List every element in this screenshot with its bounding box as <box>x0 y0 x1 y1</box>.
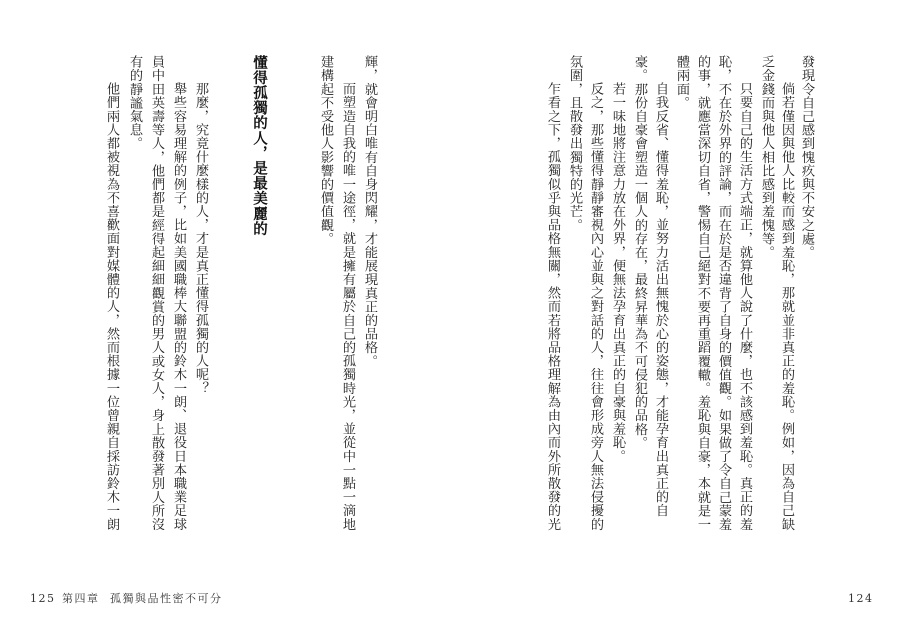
text-column: 乍看之下，孤獨似乎與品格無關，然而若將品格理解為由內而外所散發的光 <box>545 82 560 531</box>
chapter-title: 孤獨與品性密不可分 <box>110 592 223 605</box>
text-column: 建構起不受他人影響的價值觀。 <box>318 55 333 246</box>
text-column: 員中田英壽等人，他們都是經得起細細觀賞的男人或女人，身上散發著別人所沒 <box>149 55 164 531</box>
text-column: 自我反省、懂得羞恥，並努力活出無愧於心的姿態，才能孕育出真正的自 <box>653 82 668 518</box>
text-column: 有的靜謐氣息。 <box>127 55 142 151</box>
page-right <box>450 0 900 638</box>
text-column: 他們兩人都被視為不喜歡面對媒體的人，然而根據一位曾親自採訪鈴木一朗 <box>104 82 119 531</box>
text-column: 恥，不在於外界的評論，而在於是否違背了自身的價值觀。如果做了令自己蒙羞 <box>716 55 731 531</box>
text-column: 舉些容易理解的例子，比如美國職棒大聯盟的鈴木一朗、退役日本職業足球 <box>171 82 186 531</box>
text-column: 豪。那份自豪會塑造一個人的存在，最終昇華為不可侵犯的品格。 <box>632 55 647 450</box>
text-column: 反之，那些懂得靜靜審視內心並與之對話的人，往往會形成旁人無法侵擾的 <box>588 82 603 531</box>
text-column: 若一味地將注意力放在外界，便無法孕育出真正的自豪與羞恥。 <box>610 82 625 463</box>
chapter-number: 第四章 <box>62 592 100 605</box>
text-column: 只要自己的生活方式端正，就算他人說了什麼，也不該感到羞恥。真正的羞 <box>737 82 752 531</box>
text-column: 體兩面。 <box>674 55 689 110</box>
text-column: 乏金錢而與他人相比感到羞愧等。 <box>759 55 774 259</box>
section-heading: 懂得孤獨的人，是最美麗的 <box>251 55 268 237</box>
text-column: 倘若僅因與他人比較而感到羞恥，那就並非真正的羞恥。例如，因為自己缺 <box>779 82 794 531</box>
text-column: 的事，就應當深切自省，警惕自己絕對不要再重蹈覆轍。羞恥與自豪，本就是一 <box>695 55 710 531</box>
text-column: 輝，就會明白唯有自身閃耀，才能展現真正的品格。 <box>362 55 377 368</box>
page-number: 124 <box>848 592 874 605</box>
text-column: 氛圍，且散發出獨特的光芒。 <box>567 55 582 232</box>
text-column: 而塑造自我的唯一途徑，就是擁有屬於自己的孤獨時光，並從中一點一滴地 <box>340 82 355 531</box>
page-number: 125 <box>30 592 56 605</box>
text-column: 那麼，究竟什麼樣的人，才是真正懂得孤獨的人呢？ <box>193 82 208 395</box>
text-column: 發現令自己感到愧疚與不安之處。 <box>799 55 814 259</box>
